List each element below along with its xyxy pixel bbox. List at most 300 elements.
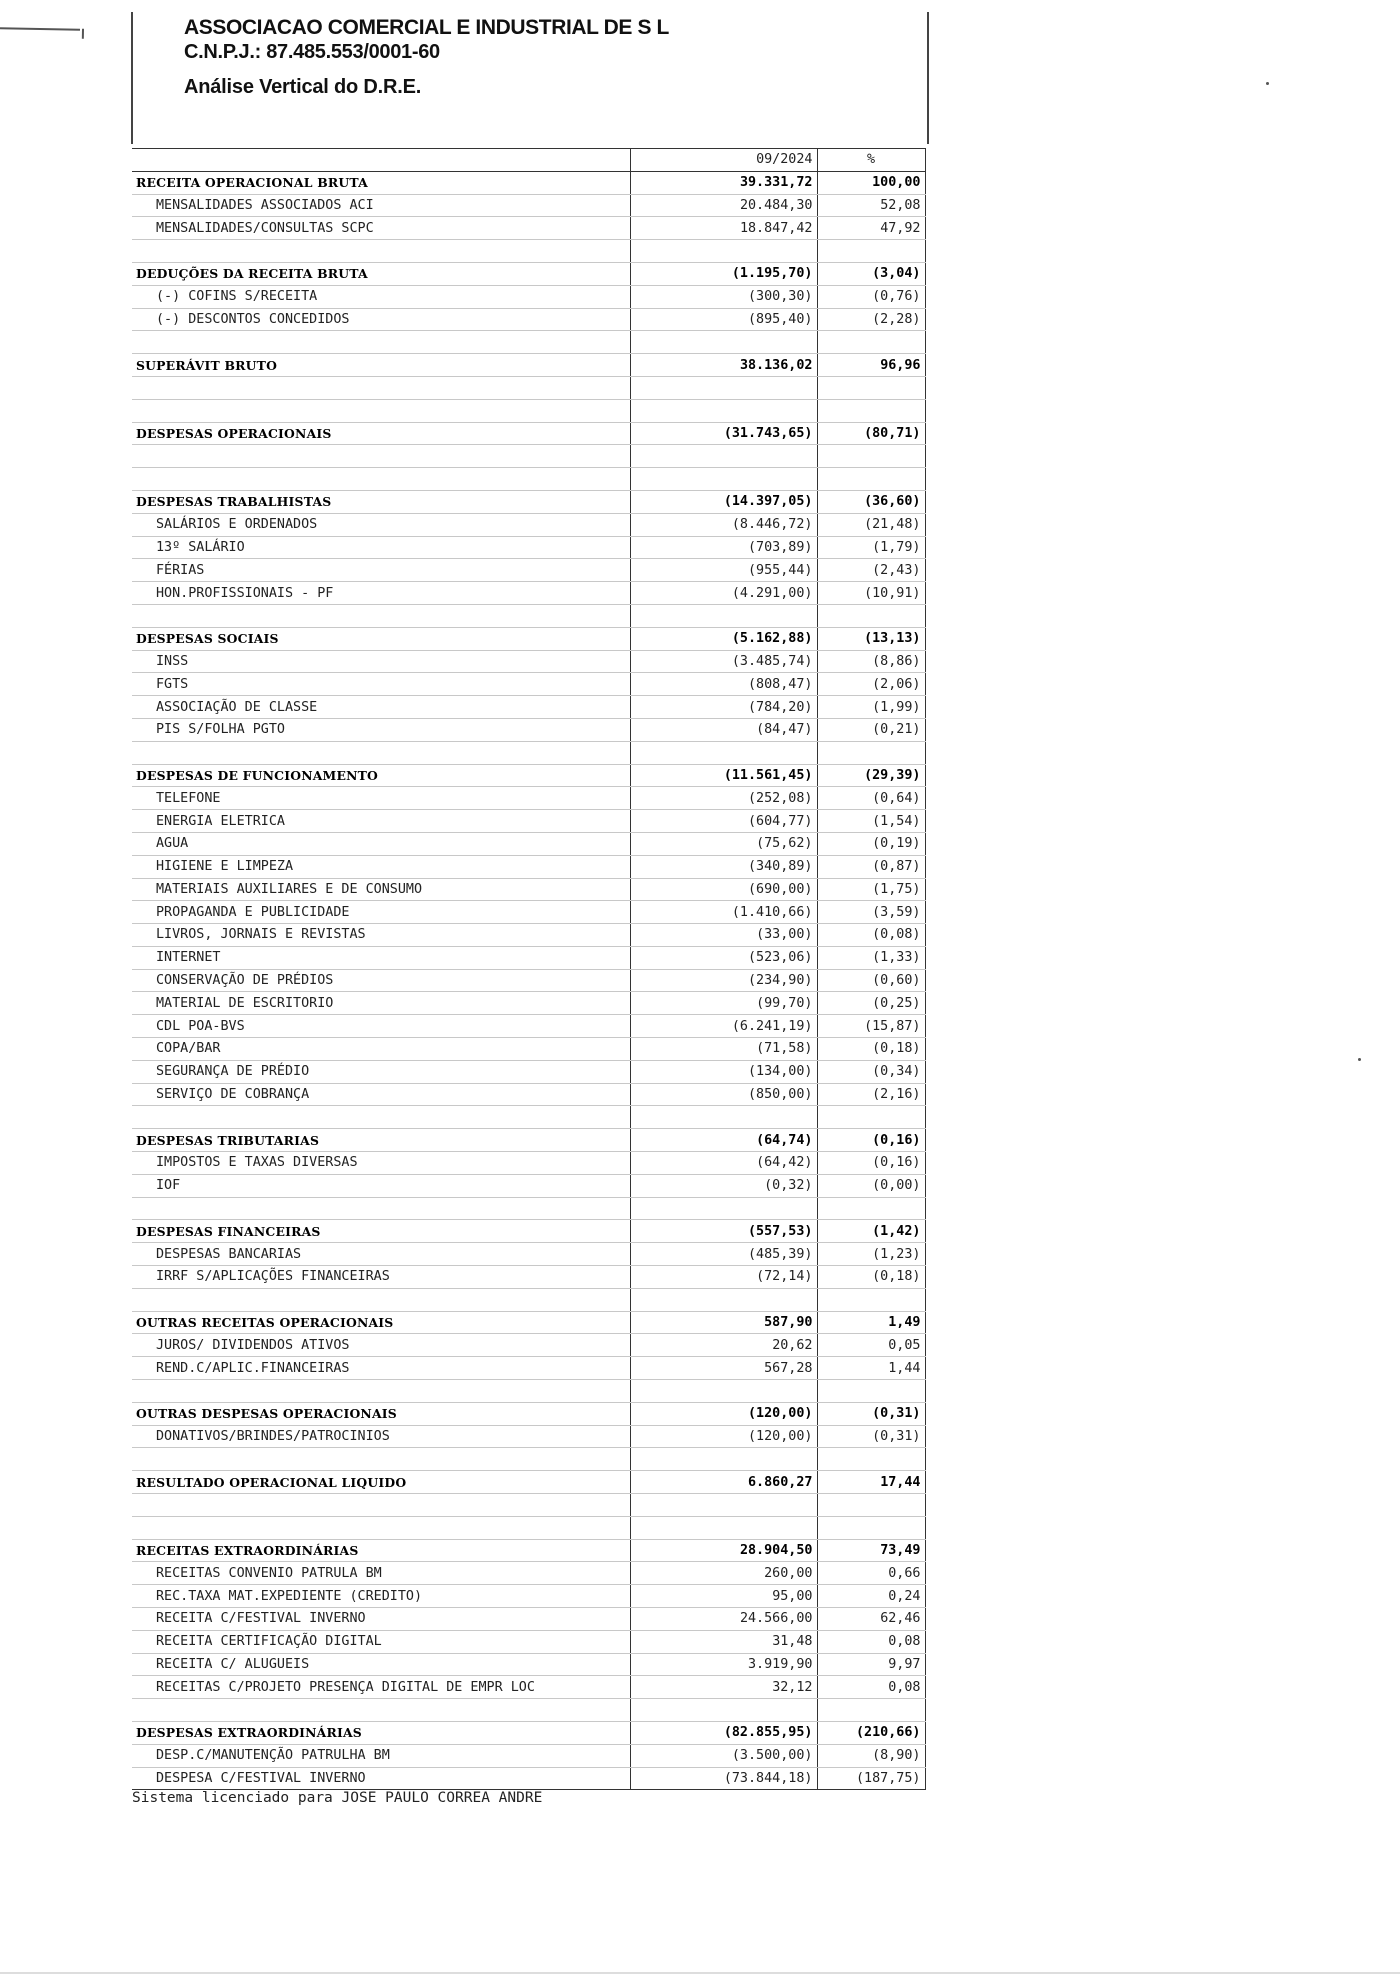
table-row — [132, 718, 925, 741]
row-percent: (3,04) — [817, 262, 925, 285]
row-percent — [817, 604, 925, 627]
blank-row — [132, 1699, 925, 1722]
row-percent: (2,06) — [817, 673, 925, 696]
row-label: CDL POA-BVS — [132, 1015, 630, 1038]
row-percent: 0,24 — [817, 1585, 925, 1608]
row-value: (134,00) — [630, 1060, 817, 1083]
row-value: 6.860,27 — [630, 1471, 817, 1494]
row-value: 24.566,00 — [630, 1608, 817, 1631]
table-row — [132, 832, 925, 855]
row-value: 28.904,50 — [630, 1539, 817, 1562]
row-label: RECEITAS C/PROJETO PRESENÇA DIGITAL DE EMPR LOC — [132, 1676, 630, 1699]
row-value: (8.446,72) — [630, 513, 817, 536]
table-row — [132, 1243, 925, 1266]
table-row — [132, 1653, 925, 1676]
row-percent: (2,16) — [817, 1083, 925, 1106]
row-percent: (1,79) — [817, 536, 925, 559]
row-label: INTERNET — [132, 946, 630, 969]
header-right-border — [927, 12, 929, 144]
row-label: RECEITAS EXTRAORDINÁRIAS — [132, 1539, 630, 1562]
row-value — [630, 331, 817, 354]
table-row — [132, 969, 925, 992]
row-label: IOF — [132, 1174, 630, 1197]
row-label — [132, 741, 630, 764]
row-label — [132, 468, 630, 491]
table-row — [132, 810, 925, 833]
row-label: AGUA — [132, 832, 630, 855]
row-label: PROPAGANDA E PUBLICIDADE — [132, 901, 630, 924]
row-value — [630, 445, 817, 468]
row-label: RECEITA OPERACIONAL BRUTA — [132, 171, 630, 194]
row-label: DESPESAS OPERACIONAIS — [132, 422, 630, 445]
row-percent: (0,87) — [817, 855, 925, 878]
row-value — [630, 1494, 817, 1517]
blank-row — [132, 376, 925, 399]
row-label — [132, 1699, 630, 1722]
row-value: 567,28 — [630, 1357, 817, 1380]
table-row — [132, 1630, 925, 1653]
row-value: (99,70) — [630, 992, 817, 1015]
row-percent — [817, 468, 925, 491]
row-percent: 0,08 — [817, 1630, 925, 1653]
section-row — [132, 1539, 925, 1562]
table-row — [132, 1266, 925, 1289]
blank-row — [132, 1494, 925, 1517]
row-percent — [817, 1197, 925, 1220]
row-percent: (10,91) — [817, 582, 925, 605]
row-value: (234,90) — [630, 969, 817, 992]
row-label: RECEITA C/FESTIVAL INVERNO — [132, 1608, 630, 1631]
header-description-cell — [132, 149, 630, 172]
section-row — [132, 354, 925, 377]
row-label: RECEITA C/ ALUGUEIS — [132, 1653, 630, 1676]
row-percent: (3,59) — [817, 901, 925, 924]
row-percent: 9,97 — [817, 1653, 925, 1676]
row-percent: (0,34) — [817, 1060, 925, 1083]
row-label: DONATIVOS/BRINDES/PATROCINIOS — [132, 1425, 630, 1448]
row-label: 13º SALÁRIO — [132, 536, 630, 559]
row-percent: (15,87) — [817, 1015, 925, 1038]
table-row — [132, 285, 925, 308]
row-label — [132, 604, 630, 627]
row-label: ASSOCIAÇÃO DE CLASSE — [132, 696, 630, 719]
table-row — [132, 1357, 925, 1380]
table-row — [132, 992, 925, 1015]
scan-dot — [1266, 82, 1269, 85]
row-label: COPA/BAR — [132, 1038, 630, 1061]
row-percent: (0,18) — [817, 1266, 925, 1289]
row-percent: (2,43) — [817, 559, 925, 582]
row-percent: 17,44 — [817, 1471, 925, 1494]
table-row — [132, 787, 925, 810]
row-label — [132, 240, 630, 263]
row-label — [132, 1448, 630, 1471]
row-value: (5.162,88) — [630, 627, 817, 650]
row-percent: (0,31) — [817, 1425, 925, 1448]
row-value: (14.397,05) — [630, 490, 817, 513]
row-value: (808,47) — [630, 673, 817, 696]
table-row — [132, 513, 925, 536]
row-label: (-) COFINS S/RECEITA — [132, 285, 630, 308]
row-percent: 100,00 — [817, 171, 925, 194]
row-percent: (187,75) — [817, 1767, 925, 1790]
blank-row — [132, 240, 925, 263]
row-label — [132, 445, 630, 468]
row-label: ENERGIA ELETRICA — [132, 810, 630, 833]
row-value — [630, 1197, 817, 1220]
row-percent — [817, 1106, 925, 1129]
table-row — [132, 901, 925, 924]
row-label: REC.TAXA MAT.EXPEDIENTE (CREDITO) — [132, 1585, 630, 1608]
table-header-row — [132, 149, 925, 172]
section-row — [132, 171, 925, 194]
table-row — [132, 1060, 925, 1083]
section-row — [132, 422, 925, 445]
row-label: RECEITAS CONVENIO PATRULA BM — [132, 1562, 630, 1585]
row-percent: (0,19) — [817, 832, 925, 855]
row-label: IRRF S/APLICAÇÕES FINANCEIRAS — [132, 1266, 630, 1289]
row-value: (604,77) — [630, 810, 817, 833]
table-row — [132, 946, 925, 969]
row-percent — [817, 1699, 925, 1722]
row-label: REND.C/APLIC.FINANCEIRAS — [132, 1357, 630, 1380]
page-bottom-edge — [0, 1972, 1400, 1974]
row-value: 3.919,90 — [630, 1653, 817, 1676]
row-value: (11.561,45) — [630, 764, 817, 787]
row-label: DESPESAS TRIBUTARIAS — [132, 1129, 630, 1152]
blank-row — [132, 399, 925, 422]
section-row — [132, 1471, 925, 1494]
header-left-border — [131, 12, 133, 144]
row-value: 20.484,30 — [630, 194, 817, 217]
row-label: DESPESAS DE FUNCIONAMENTO — [132, 764, 630, 787]
row-label: MENSALIDADES ASSOCIADOS ACI — [132, 194, 630, 217]
row-value: (703,89) — [630, 536, 817, 559]
row-value: (557,53) — [630, 1220, 817, 1243]
table-row — [132, 855, 925, 878]
row-percent — [817, 445, 925, 468]
row-label — [132, 1380, 630, 1403]
row-percent: 1,44 — [817, 1357, 925, 1380]
section-row — [132, 1220, 925, 1243]
row-percent: (0,08) — [817, 924, 925, 947]
row-value: (64,42) — [630, 1152, 817, 1175]
row-value: 38.136,02 — [630, 354, 817, 377]
section-row — [132, 490, 925, 513]
table-row — [132, 217, 925, 240]
row-percent — [817, 376, 925, 399]
row-label: MATERIAIS AUXILIARES E DE CONSUMO — [132, 878, 630, 901]
row-label: LIVROS, JORNAIS E REVISTAS — [132, 924, 630, 947]
blank-row — [132, 1516, 925, 1539]
row-value — [630, 1516, 817, 1539]
blank-row — [132, 1288, 925, 1311]
row-percent — [817, 1516, 925, 1539]
header-percent: % — [817, 149, 925, 172]
row-label — [132, 331, 630, 354]
table-row — [132, 1608, 925, 1631]
row-percent: (0,76) — [817, 285, 925, 308]
row-percent — [817, 1494, 925, 1517]
row-percent: (29,39) — [817, 764, 925, 787]
row-percent: (0,16) — [817, 1129, 925, 1152]
section-row — [132, 764, 925, 787]
row-percent: (1,99) — [817, 696, 925, 719]
blank-row — [132, 604, 925, 627]
blank-row — [132, 1380, 925, 1403]
row-percent: 73,49 — [817, 1539, 925, 1562]
table-row — [132, 1083, 925, 1106]
section-row — [132, 627, 925, 650]
row-value: (75,62) — [630, 832, 817, 855]
table-row — [132, 1038, 925, 1061]
row-value: (1.410,66) — [630, 901, 817, 924]
section-row — [132, 1311, 925, 1334]
row-label: RECEITA CERTIFICAÇÃO DIGITAL — [132, 1630, 630, 1653]
row-label: DESPESA C/FESTIVAL INVERNO — [132, 1767, 630, 1790]
row-label: DESPESAS EXTRAORDINÁRIAS — [132, 1721, 630, 1744]
row-percent: 96,96 — [817, 354, 925, 377]
row-percent: 0,08 — [817, 1676, 925, 1699]
row-label: DESPESAS TRABALHISTAS — [132, 490, 630, 513]
row-percent: 1,49 — [817, 1311, 925, 1334]
row-label: PIS S/FOLHA PGTO — [132, 718, 630, 741]
row-label: (-) DESCONTOS CONCEDIDOS — [132, 308, 630, 331]
row-percent: (1,23) — [817, 1243, 925, 1266]
company-name: ASSOCIACAO COMERCIAL E INDUSTRIAL DE S L — [184, 16, 669, 39]
table-row — [132, 1015, 925, 1038]
row-value: (4.291,00) — [630, 582, 817, 605]
header-period: 09/2024 — [630, 149, 817, 172]
row-percent: 62,46 — [817, 1608, 925, 1631]
row-value: (485,39) — [630, 1243, 817, 1266]
table-row — [132, 308, 925, 331]
scan-dot — [1358, 1058, 1361, 1061]
row-percent: (0,31) — [817, 1402, 925, 1425]
row-value: (340,89) — [630, 855, 817, 878]
row-label: SALÁRIOS E ORDENADOS — [132, 513, 630, 536]
row-label — [132, 1197, 630, 1220]
row-percent: (0,60) — [817, 969, 925, 992]
row-percent: (0,00) — [817, 1174, 925, 1197]
report-title: Análise Vertical do D.R.E. — [184, 76, 422, 98]
table-row — [132, 1767, 925, 1790]
table-row — [132, 1562, 925, 1585]
row-label — [132, 1288, 630, 1311]
row-label: DESPESAS FINANCEIRAS — [132, 1220, 630, 1243]
row-label: TELEFONE — [132, 787, 630, 810]
row-label: SERVIÇO DE COBRANÇA — [132, 1083, 630, 1106]
table-row — [132, 696, 925, 719]
table-row — [132, 650, 925, 673]
row-percent: (210,66) — [817, 1721, 925, 1744]
row-label: CONSERVAÇÃO DE PRÉDIOS — [132, 969, 630, 992]
row-value: (0,32) — [630, 1174, 817, 1197]
license-footer: Sistema licenciado para JOSE PAULO CORREA ANDRE — [132, 1790, 543, 1806]
row-label — [132, 1106, 630, 1129]
table-row — [132, 582, 925, 605]
row-percent: 0,05 — [817, 1334, 925, 1357]
blank-row — [132, 331, 925, 354]
blank-row — [132, 1106, 925, 1129]
row-percent: 52,08 — [817, 194, 925, 217]
row-value: 32,12 — [630, 1676, 817, 1699]
table-row — [132, 924, 925, 947]
row-value: (33,00) — [630, 924, 817, 947]
row-value: (64,74) — [630, 1129, 817, 1152]
table-row — [132, 559, 925, 582]
row-value: (120,00) — [630, 1425, 817, 1448]
row-percent: (1,33) — [817, 946, 925, 969]
table-row — [132, 194, 925, 217]
row-value: (1.195,70) — [630, 262, 817, 285]
row-label: MENSALIDADES/CONSULTAS SCPC — [132, 217, 630, 240]
table-row — [132, 878, 925, 901]
section-row — [132, 262, 925, 285]
row-value — [630, 1380, 817, 1403]
row-value: (252,08) — [630, 787, 817, 810]
row-percent: (36,60) — [817, 490, 925, 513]
row-label: DEDUÇÕES DA RECEITA BRUTA — [132, 262, 630, 285]
blank-row — [132, 741, 925, 764]
row-label: INSS — [132, 650, 630, 673]
row-value — [630, 604, 817, 627]
row-value: (690,00) — [630, 878, 817, 901]
table-row — [132, 1425, 925, 1448]
row-label: HON.PROFISSIONAIS - PF — [132, 582, 630, 605]
row-percent — [817, 1380, 925, 1403]
row-value: 18.847,42 — [630, 217, 817, 240]
dre-table — [132, 148, 926, 1790]
row-value: (850,00) — [630, 1083, 817, 1106]
row-value — [630, 399, 817, 422]
row-percent: (8,90) — [817, 1744, 925, 1767]
row-label: SEGURANÇA DE PRÉDIO — [132, 1060, 630, 1083]
row-label: OUTRAS RECEITAS OPERACIONAIS — [132, 1311, 630, 1334]
row-percent: (0,21) — [817, 718, 925, 741]
row-value: (3.500,00) — [630, 1744, 817, 1767]
section-row — [132, 1721, 925, 1744]
row-value — [630, 376, 817, 399]
blank-row — [132, 1448, 925, 1471]
row-label: OUTRAS DESPESAS OPERACIONAIS — [132, 1402, 630, 1425]
row-percent: (80,71) — [817, 422, 925, 445]
scan-artifact-line — [0, 27, 80, 30]
row-value: (71,58) — [630, 1038, 817, 1061]
row-value — [630, 1106, 817, 1129]
row-percent: (21,48) — [817, 513, 925, 536]
table-row — [132, 1334, 925, 1357]
row-percent: 47,92 — [817, 217, 925, 240]
row-percent: (13,13) — [817, 627, 925, 650]
row-percent: (0,16) — [817, 1152, 925, 1175]
row-percent: (1,42) — [817, 1220, 925, 1243]
table-row — [132, 1174, 925, 1197]
row-label: DESPESAS SOCIAIS — [132, 627, 630, 650]
row-percent: 0,66 — [817, 1562, 925, 1585]
row-label: HIGIENE E LIMPEZA — [132, 855, 630, 878]
row-percent: (8,86) — [817, 650, 925, 673]
row-percent — [817, 741, 925, 764]
row-value: (120,00) — [630, 1402, 817, 1425]
row-value: (73.844,18) — [630, 1767, 817, 1790]
row-percent: (2,28) — [817, 308, 925, 331]
row-value: (895,40) — [630, 308, 817, 331]
row-label — [132, 376, 630, 399]
table-row — [132, 1152, 925, 1175]
row-value — [630, 1288, 817, 1311]
row-value: (6.241,19) — [630, 1015, 817, 1038]
row-label: MATERIAL DE ESCRITORIO — [132, 992, 630, 1015]
table-row — [132, 1585, 925, 1608]
row-value: (72,14) — [630, 1266, 817, 1289]
row-percent: (0,18) — [817, 1038, 925, 1061]
row-label — [132, 1516, 630, 1539]
document-header — [184, 16, 669, 99]
row-percent: (1,75) — [817, 878, 925, 901]
row-value: 39.331,72 — [630, 171, 817, 194]
row-label: JUROS/ DIVIDENDOS ATIVOS — [132, 1334, 630, 1357]
row-percent — [817, 1288, 925, 1311]
table-row — [132, 1744, 925, 1767]
row-percent — [817, 331, 925, 354]
row-percent — [817, 1448, 925, 1471]
row-label: RESULTADO OPERACIONAL LIQUIDO — [132, 1471, 630, 1494]
row-value — [630, 1448, 817, 1471]
row-value: (3.485,74) — [630, 650, 817, 673]
blank-row — [132, 1197, 925, 1220]
blank-row — [132, 468, 925, 491]
row-value: (523,06) — [630, 946, 817, 969]
blank-row — [132, 445, 925, 468]
row-percent — [817, 399, 925, 422]
row-label: SUPERÁVIT BRUTO — [132, 354, 630, 377]
row-percent: (0,25) — [817, 992, 925, 1015]
row-percent — [817, 240, 925, 263]
row-value — [630, 240, 817, 263]
row-label — [132, 399, 630, 422]
company-cnpj: C.N.P.J.: 87.485.553/0001-60 — [184, 41, 440, 63]
row-label: FÉRIAS — [132, 559, 630, 582]
row-label: IMPOSTOS E TAXAS DIVERSAS — [132, 1152, 630, 1175]
row-value: (82.855,95) — [630, 1721, 817, 1744]
row-value: (31.743,65) — [630, 422, 817, 445]
row-value: (300,30) — [630, 285, 817, 308]
row-value — [630, 741, 817, 764]
row-percent: (0,64) — [817, 787, 925, 810]
row-label — [132, 1494, 630, 1517]
row-percent: (1,54) — [817, 810, 925, 833]
row-value: 95,00 — [630, 1585, 817, 1608]
table-row — [132, 1676, 925, 1699]
row-value — [630, 468, 817, 491]
row-value: (84,47) — [630, 718, 817, 741]
section-row — [132, 1129, 925, 1152]
row-value: 587,90 — [630, 1311, 817, 1334]
row-value: (955,44) — [630, 559, 817, 582]
row-label: DESP.C/MANUTENÇÃO PATRULHA BM — [132, 1744, 630, 1767]
row-value: 31,48 — [630, 1630, 817, 1653]
row-value: (784,20) — [630, 696, 817, 719]
row-value: 260,00 — [630, 1562, 817, 1585]
section-row — [132, 1402, 925, 1425]
row-label: DESPESAS BANCARIAS — [132, 1243, 630, 1266]
row-label: FGTS — [132, 673, 630, 696]
table-row — [132, 673, 925, 696]
row-value: 20,62 — [630, 1334, 817, 1357]
row-value — [630, 1699, 817, 1722]
table-row — [132, 536, 925, 559]
